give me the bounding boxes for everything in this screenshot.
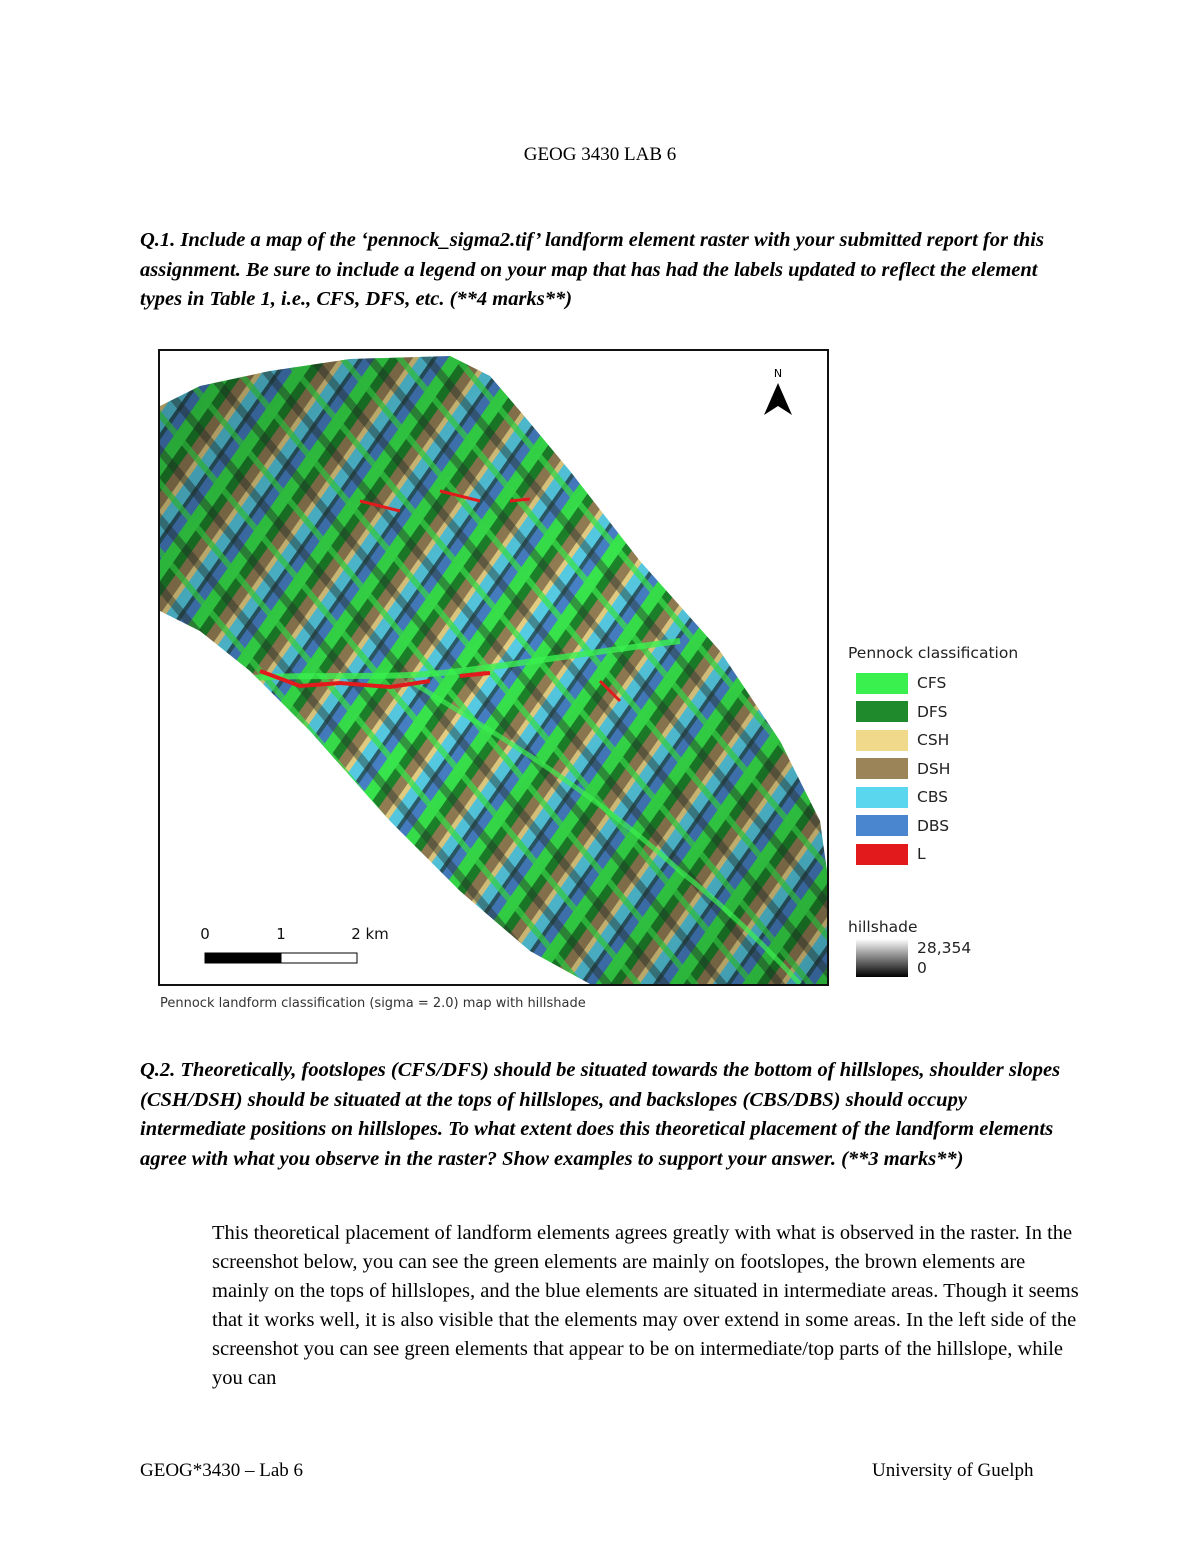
legend-swatch-cfs <box>856 673 908 694</box>
scale-label-1: 1 <box>276 925 286 943</box>
map-caption: Pennock landform classification (sigma = 2.0) map with hillshade <box>160 996 586 1011</box>
legend-label: CBS <box>917 788 949 807</box>
legend-item <box>848 840 1018 869</box>
legend-item <box>848 669 1018 698</box>
scale-label-0: 0 <box>200 925 210 943</box>
legend-swatch-dbs <box>856 815 908 836</box>
legend-title: Pennock classification <box>848 644 1019 662</box>
legend-label: CFS <box>917 674 947 693</box>
legend-item <box>848 812 1018 841</box>
legend <box>848 644 1018 869</box>
question-1: Q.1. Include a map of the ‘pennock_sigma2.tif’ landform element raster with your submitted report for this assignment. Be sure to include a legend on your map that has had the labels updated to reflect the element types in Table 1, i.e., CFS, DFS, etc. (**4 marks**) <box>140 229 1044 310</box>
legend-label: CSH <box>917 731 950 750</box>
legend-item <box>848 783 1018 812</box>
hillshade-title: hillshade <box>848 918 918 936</box>
legend-item <box>848 698 1018 727</box>
legend-label: DSH <box>917 759 951 778</box>
legend-label: DBS <box>917 816 950 835</box>
hillshade-min: 0 <box>917 959 927 977</box>
north-label: N <box>773 367 783 380</box>
legend-label: L <box>917 845 926 864</box>
scale-label-2: 2 km <box>351 925 389 943</box>
landform-map <box>158 349 829 986</box>
legend-swatch-dsh <box>856 758 908 779</box>
hillshade-max: 28,354 <box>917 939 972 957</box>
legend-label: DFS <box>917 702 948 721</box>
north-arrow <box>764 367 792 415</box>
footer-university: University of Guelph <box>872 1460 1034 1481</box>
legend-swatch-dfs <box>856 701 908 722</box>
map-canvas <box>160 351 827 984</box>
legend-item <box>848 726 1018 755</box>
answer-2: This theoretical placement of landform elements agrees greatly with what is observed in the raster. In the screenshot below, you can see the green elements are mainly on footslopes, the brown elements are mainly on the tops of hillslopes, and the blue elements are situated in intermediate areas. Though it seems that it works well, it is also visible that the elements may over extend in some areas. In the left side of the screenshot you can see green elements that appear to be on intermediate/top parts of the hillslope, while you can <box>212 1222 1079 1389</box>
landform-raster <box>160 351 827 984</box>
legend-swatch-l <box>856 844 908 865</box>
legend-swatch-csh <box>856 730 908 751</box>
legend-swatch-cbs <box>856 787 908 808</box>
scale-bar <box>200 925 389 963</box>
question-2: Q.2. Theoretically, footslopes (CFS/DFS) should be situated towards the bottom of hillslopes, shoulder slopes (CSH/DSH) should be situated at the tops of hillslopes, and backslopes (CBS/DBS) should occupy intermediate positions on hillslopes. To what extent does this theoretical placement of the landform elements agree with what you observe in the raster? Show examples to support your answer. (**3 marks**) <box>140 1059 1061 1170</box>
legend-item <box>848 755 1018 784</box>
footer-course: GEOG*3430 – Lab 6 <box>140 1460 304 1481</box>
hillshade-ramp <box>856 939 908 977</box>
page-header-title: GEOG 3430 LAB 6 <box>523 144 677 165</box>
hillshade-legend <box>848 918 971 977</box>
